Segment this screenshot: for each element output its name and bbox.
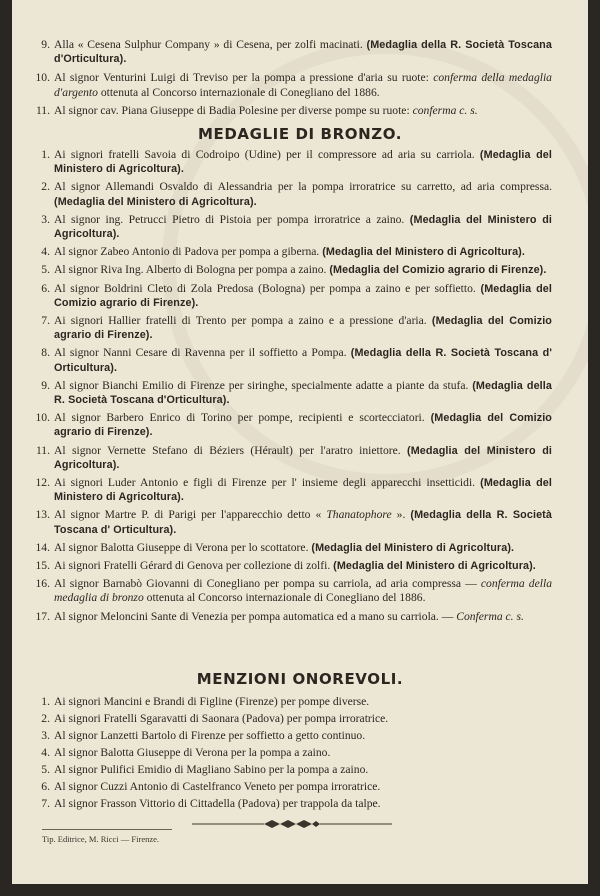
entry-text: Al signor Meloncini Sante di Venezia per pompa automatica ed a mano su carriola. — [54, 609, 457, 623]
award-text: (Medaglia del Ministero di Agricoltura). [54, 149, 552, 176]
bronze-medals-list [32, 148, 552, 624]
list-item: 10. Al signor Barbero Enrico di Torino per pompe, recipienti e scortecciatori. (Medaglia del Comizio agrario di Firenze). [35, 411, 552, 439]
entry-text: Al signor Balotta Giuseppe di Verona per lo scottatore. [54, 540, 312, 554]
entry-text: Ai signori Fratelli Sgaravatti di Saonara (Padova) per pompa irroratrice. [54, 712, 389, 725]
list-item: 16. Al signor Barnabò Giovanni di Conegliano per pompa su carriola, ad aria compressa — conferma della medaglia di bronzo ottenuta al Concorso internazionale di Conegliano del 1886. [35, 577, 552, 605]
entry-text: Al signor Pulifici Emidio di Magliano Sabino per la pompa a zaino. [54, 763, 369, 776]
entry-text: Al signor Cuzzi Antonio di Castelfranco Veneto per pompa irroratrice. [54, 780, 381, 793]
list-item: 5. Al signor Riva Ing. Alberto di Bologna per pompa a zaino. (Medaglia del Comizio agrario di Firenze). [41, 263, 547, 277]
list-item: 3. Al signor Lanzetti Bartolo di Firenze per soffietto a getto continuo. [41, 729, 366, 742]
list-item: 7. Al signor Frasson Vittorio di Cittadella (Padova) per trappola da talpe. [41, 797, 381, 810]
list-item: 17. Al signor Meloncini Sante di Venezia per pompa automatica ed a mano su carriola. — Conferma c. s. [35, 609, 524, 623]
list-item: 12. Ai signori Luder Antonio e figli di Firenze per l' insieme degli apparecchi insetticidi. (Medaglia del Ministero di Agricoltura). [35, 476, 552, 504]
award-text: (Medaglia della R. Società Toscana d'Orticultura). [54, 379, 552, 407]
list-item: 15. Ai signori Fratelli Gérard di Genova per collezione di zolfi. (Medaglia del Ministero di Agricoltura). [35, 559, 536, 573]
list-item: 7. Ai signori Hallier fratelli di Trento per pompa a zaino e a pressione d'aria. (Medaglia del Comizio agrario di Firenze). [41, 314, 552, 342]
entry-text: Al signor Riva Ing. Alberto di Bologna per pompa a zaino. [54, 263, 330, 277]
printer-imprint: Tip. Editrice, M. Ricci — Firenze. [42, 834, 160, 844]
list-item: 3. Al signor ing. Petrucci Pietro di Pistoia per pompa irroratrice a zaino. (Medaglia del Ministero di Agricoltura). [41, 212, 553, 241]
entry-text: Ai signori Luder Antonio e figli di Firenze per l' insieme degli apparecchi insetticidi. [54, 476, 481, 490]
italic-text: Conferma c. s. [456, 609, 524, 623]
award-text: (Medaglia del Ministero di Agricoltura). [54, 213, 553, 241]
list-item: 11. Al signor cav. Piana Giuseppe di Badia Polesine per diverse pompe su ruote: conferma c. s. [35, 103, 478, 117]
list-item: 9. Alla « Cesena Sulphur Company » di Cesena, per zolfi macinati. (Medaglia della R. Società Toscana d'Orticultura). [41, 38, 552, 66]
entry-text: Al signor Nanni Cesare di Ravenna per il soffietto a Pompa. [54, 346, 351, 360]
list-item: 2. Al signor Allemandi Osvaldo di Alessandria per la pompa irroratrice su carretto, ad aria compressa. (Medaglia del Ministero di Agricoltura). [41, 180, 552, 208]
list-item: 4. Al signor Balotta Giuseppe di Verona per la pompa a zaino. [41, 746, 331, 759]
entry-text: Al signor Martre P. di Parigi per l'apparecchio detto « [54, 508, 327, 522]
award-text: (Medaglia del Ministero di Agricoltura). [54, 195, 257, 208]
list-item: 13. Al signor Martre P. di Parigi per l'apparecchio detto « Thanatophore ». (Medaglia della R. Società Toscana d' Orticultura). [35, 508, 552, 536]
entry-text: Al signor cav. Piana Giuseppe di Badia Polesine per diverse pompe su ruote: [54, 103, 413, 117]
award-text: (Medaglia della R. Società Toscana d' Orticultura). [54, 509, 552, 536]
list-item: 4. Al signor Zabeo Antonio di Padova per pompa a giberna. (Medaglia del Ministero di Agricoltura). [41, 245, 525, 259]
entry-text: Al signor Bianchi Emilio di Firenze per siringhe, specialmente adatte a piante da stufa. [54, 378, 473, 392]
footer-rule [42, 829, 172, 830]
entry-text: Alla « Cesena Sulphur Company » di Cesena, per zolfi macinati. [54, 38, 367, 51]
award-text: (Medaglia del Ministero di Agricoltura). [54, 477, 552, 504]
entry-text: ottenuta al Concorso internazionale di Conegliano del 1886. [97, 85, 380, 99]
entry-text: Al signor Lanzetti Bartolo di Firenze per soffietto a getto continuo. [54, 729, 366, 742]
entry-text: Al signor Vernette Stefano di Béziers (Hérault) per l'aratro iniettore. [54, 443, 408, 457]
list-item: 9. Al signor Bianchi Emilio di Firenze per siringhe, specialmente adatte a piante da stufa. (Medaglia della R. Società Toscana d'Orticultura). [41, 378, 552, 407]
italic-text: conferma della medaglia d'argento [54, 71, 552, 99]
award-text: (Medaglia del Comizio agrario di Firenze). [54, 282, 552, 309]
entry-text: Al signor Balotta Giuseppe di Verona per la pompa a zaino. [54, 746, 331, 759]
award-text: (Medaglia del Ministero di Agricoltura). [333, 560, 536, 573]
entry-text: Ai signori Fratelli Gérard di Genova per collezione di zolfi. [54, 559, 334, 573]
entry-text: Al signor Barnabò Giovanni di Conegliano per pompa su carriola, ad aria compressa — [54, 577, 481, 591]
entry-text: Al signor ing. Petrucci Pietro di Pistoia per pompa irroratrice a zaino. [54, 212, 410, 226]
entry-text: Al signor Barbero Enrico di Torino per pompe, recipienti e scortecciatori. [54, 411, 431, 425]
list-item: 1. Ai signori Mancini e Brandi di Figline (Firenze) per pompe diverse. [41, 695, 370, 708]
award-text: (Medaglia del Comizio agrario di Firenze). [54, 315, 552, 342]
entry-text: Ai signori Hallier fratelli di Trento per pompa a zaino e a pressione d'aria. [54, 314, 432, 328]
entry-text: ottenuta al Concorso internazionale di Conegliano del 1886. [143, 591, 426, 605]
list-item: 14. Al signor Balotta Giuseppe di Verona per lo scottatore. (Medaglia del Ministero di Agricoltura). [35, 540, 515, 554]
entry-text: ». [391, 508, 411, 522]
award-text: (Medaglia della R. Società Toscana d'Orticultura). [54, 39, 552, 66]
list-item: 1. Ai signori fratelli Savoia di Codroipo (Udine) per il compressore ad aria su carriola. (Medaglia del Ministero di Agricoltura). [41, 148, 552, 176]
list-item: 5. Al signor Pulifici Emidio di Magliano Sabino per la pompa a zaino. [41, 763, 369, 776]
entry-text: Ai signori Mancini e Brandi di Figline (Firenze) per pompe diverse. [54, 695, 370, 708]
italic-text: conferma della medaglia di bronzo [54, 577, 552, 605]
honorable-mentions-list [32, 694, 552, 811]
award-text: (Medaglia della R. Società Toscana d' Orticultura). [54, 347, 552, 374]
award-text: (Medaglia del Ministero di Agricoltura). [311, 541, 515, 554]
list-item: 6. Al signor Boldrini Cleto di Zola Predosa (Bologna) per pompa a zaino e per soffietto. (Medaglia del Comizio agrario di Firenze). [41, 281, 552, 309]
honorable-mentions-heading: MENZIONI ONOREVOLI. [196, 670, 404, 688]
award-text: (Medaglia del Ministero di Agricoltura). [322, 246, 525, 259]
list-item: 10. Al signor Venturini Luigi di Treviso per la pompa a pressione d'aria su ruote: conferma della medaglia d'argento ottenuta al Concorso internazionale di Conegliano del 1886. [35, 71, 552, 99]
bronze-medals-heading: MEDAGLIE DI BRONZO. [197, 125, 403, 143]
award-text: (Medaglia del Ministero di Agricoltura). [54, 444, 552, 471]
entry-text: Al signor Venturini Luigi di Treviso per la pompa a pressione d'aria su ruote: [54, 71, 434, 85]
italic-text: Thanatophore [326, 508, 392, 522]
award-text: (Medaglia del Comizio agrario di Firenze). [329, 264, 547, 277]
entry-text: Ai signori fratelli Savoia di Codroipo (Udine) per il compressore ad aria su carriola. [54, 148, 480, 161]
document-page [12, 0, 588, 884]
award-text: (Medaglia del Comizio agrario di Firenze). [54, 412, 552, 439]
italic-text: conferma c. s. [412, 103, 478, 117]
entry-text: Al signor Boldrini Cleto di Zola Predosa (Bologna) per pompa a zaino e per soffietto. [54, 281, 481, 295]
entry-text: Al signor Allemandi Osvaldo di Alessandria per la pompa irroratrice su carretto, ad aria compressa. [54, 180, 552, 194]
list-item: 11. Al signor Vernette Stefano di Béziers (Hérault) per l'aratro iniettore. (Medaglia del Ministero di Agricoltura). [35, 443, 552, 471]
entry-text: Al signor Zabeo Antonio di Padova per pompa a giberna. [54, 245, 323, 259]
ornamental-divider [192, 818, 392, 830]
list-item: 2. Ai signori Fratelli Sgaravatti di Saonara (Padova) per pompa irroratrice. [41, 712, 389, 725]
list-item: 8. Al signor Nanni Cesare di Ravenna per il soffietto a Pompa. (Medaglia della R. Società Toscana d' Orticultura). [41, 346, 552, 374]
entry-text: Al signor Frasson Vittorio di Cittadella (Padova) per trappola da talpe. [54, 797, 381, 810]
list-item: 6. Al signor Cuzzi Antonio di Castelfranco Veneto per pompa irroratrice. [41, 780, 381, 793]
prize-list-continued [32, 38, 552, 118]
